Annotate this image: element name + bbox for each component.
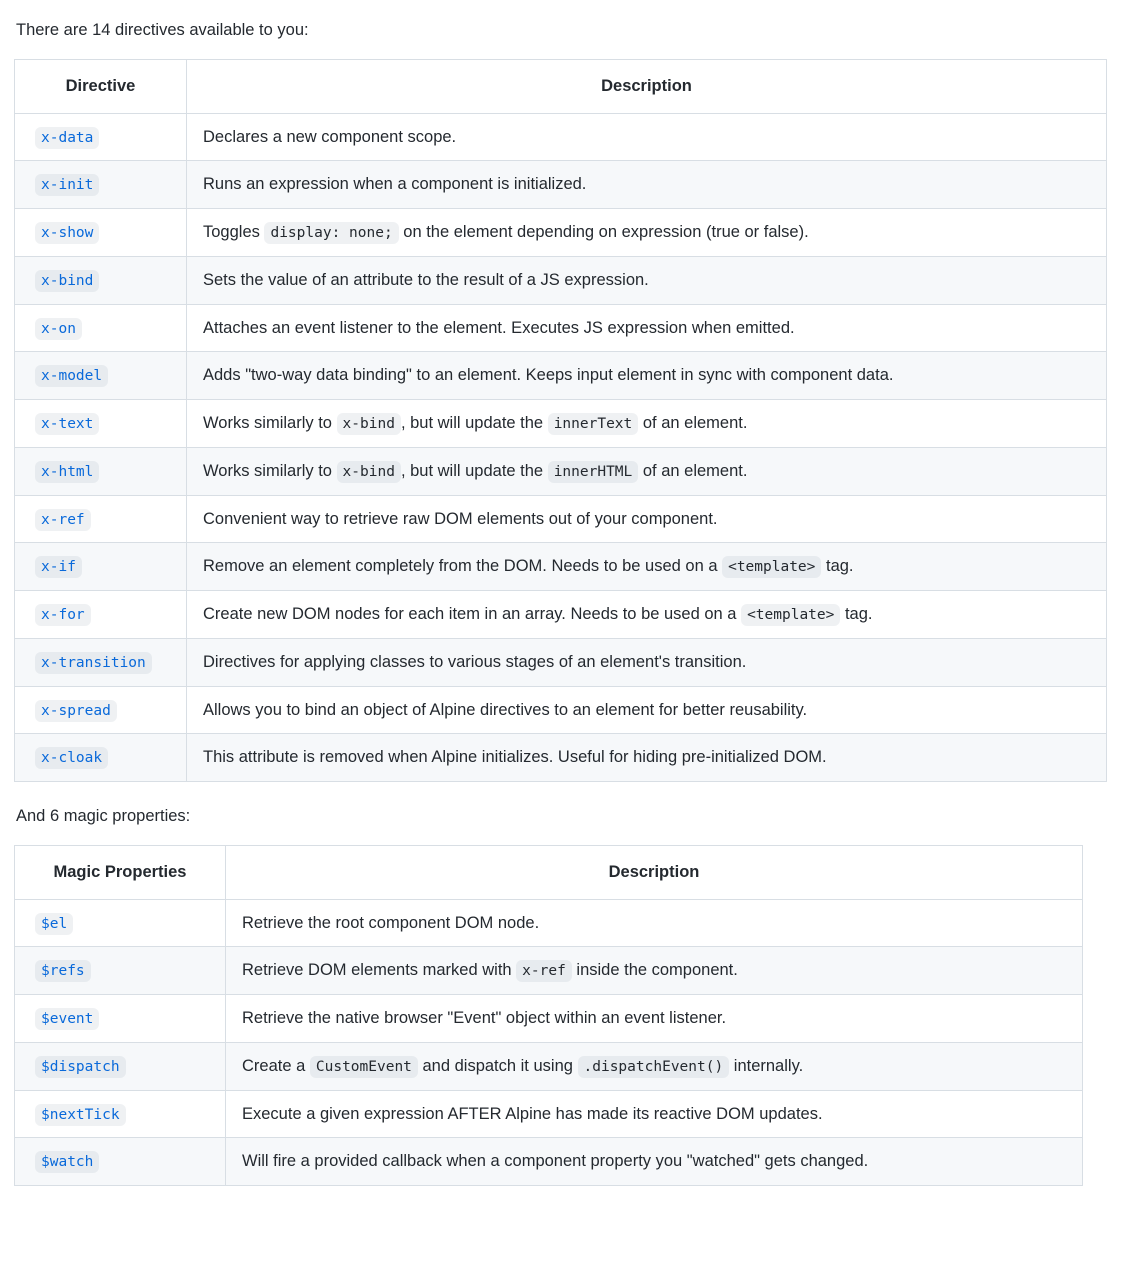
description-text: Adds "two-way data binding" to an element. Keeps input element in sync with component data.: [203, 366, 894, 385]
magic-property-link-el[interactable]: $el: [35, 913, 73, 935]
magic-property-link-dispatch[interactable]: $dispatch: [35, 1056, 126, 1078]
table-row: [15, 495, 1107, 543]
directive-name-cell: [15, 686, 187, 734]
directive-name-cell: [15, 447, 187, 495]
inline-code: innerText: [548, 413, 639, 435]
magic-intro-text: And 6 magic properties:: [16, 807, 191, 825]
magic-table-head: [15, 845, 1083, 899]
description-text: Sets the value of an attribute to the result of a JS expression.: [203, 270, 649, 289]
directive-link-x-transition[interactable]: x-transition: [35, 652, 152, 674]
description-text: Convenient way to retrieve raw DOM elements out of your component.: [203, 509, 718, 528]
magic-property-name-cell: [15, 1042, 226, 1090]
table-header-row: [15, 845, 1083, 899]
directive-name-cell: [15, 591, 187, 639]
column-header-description: Description: [226, 845, 1083, 899]
description-text: Retrieve the root component DOM node.: [242, 913, 540, 932]
magic-property-name-cell: [15, 1138, 226, 1186]
table-row: [15, 400, 1107, 448]
description-text: of an element.: [638, 461, 748, 480]
description-text: Retrieve the native browser "Event" object within an event listener.: [242, 1009, 727, 1027]
directive-name-cell: [15, 638, 187, 686]
table-row: [15, 995, 1083, 1043]
inline-code: x-ref: [516, 960, 572, 982]
table-row: [15, 209, 1107, 257]
magic-property-name-cell: [15, 947, 226, 995]
description-text: tag.: [840, 605, 873, 623]
inline-code: x-bind: [337, 413, 401, 435]
directive-link-x-model[interactable]: x-model: [35, 365, 108, 387]
description-cell: [187, 352, 1107, 400]
inline-code: <template>: [722, 556, 821, 578]
description-text: Declares a new component scope.: [203, 127, 457, 146]
directive-link-x-data[interactable]: x-data: [35, 127, 99, 149]
table-row: [15, 1138, 1083, 1186]
directive-link-x-on[interactable]: x-on: [35, 318, 82, 340]
directive-name-cell: [15, 543, 187, 591]
description-text: Will fire a provided callback when a component property you "watched" gets changed.: [242, 1152, 869, 1171]
magic-property-link-nexttick[interactable]: $nextTick: [35, 1104, 126, 1126]
inline-code: <template>: [741, 604, 840, 626]
description-cell: [187, 495, 1107, 543]
description-text: Create new DOM nodes for each item in an array. Needs to be used on a: [203, 605, 742, 623]
directive-name-cell: [15, 734, 187, 782]
table-row: [15, 447, 1107, 495]
directives-intro-text: There are 14 directives available to you:: [16, 21, 309, 39]
description-text: Works similarly to: [203, 461, 337, 480]
magic-property-name-cell: [15, 899, 226, 947]
magic-table-body: [15, 899, 1083, 1186]
table-row: [15, 352, 1107, 400]
inline-code: x-bind: [337, 461, 401, 483]
description-cell: [187, 161, 1107, 209]
directive-name-cell: [15, 495, 187, 543]
description-cell: [187, 447, 1107, 495]
table-row: [15, 113, 1107, 161]
directive-name-cell: [15, 304, 187, 352]
description-cell: [187, 256, 1107, 304]
magic-property-link-refs[interactable]: $refs: [35, 960, 91, 982]
column-header-directive: Directive: [15, 59, 187, 113]
description-text: Attaches an event listener to the element. Executes JS expression when emitted.: [203, 318, 795, 337]
directive-link-x-if[interactable]: x-if: [35, 556, 82, 578]
table-row: [15, 947, 1083, 995]
directive-link-x-for[interactable]: x-for: [35, 604, 91, 626]
description-cell: [226, 899, 1083, 947]
description-text: Works similarly to: [203, 414, 337, 432]
description-text: This attribute is removed when Alpine initializes. Useful for hiding pre-initialized DOM.: [203, 748, 827, 767]
magic-properties-table: [14, 845, 1083, 1186]
description-text: and dispatch it using: [417, 1056, 578, 1075]
description-text: Allows you to bind an object of Alpine directives to an element for better reusability.: [203, 700, 808, 719]
directive-name-cell: [15, 209, 187, 257]
directive-name-cell: [15, 256, 187, 304]
description-text: inside the component.: [571, 961, 738, 980]
directive-link-x-show[interactable]: x-show: [35, 222, 99, 244]
table-row: [15, 1042, 1083, 1090]
directive-name-cell: [15, 352, 187, 400]
directive-link-x-init[interactable]: x-init: [35, 174, 99, 196]
directives-table: [14, 59, 1107, 782]
description-cell: [187, 400, 1107, 448]
inline-code: display: none;: [264, 222, 398, 244]
table-row: [15, 591, 1107, 639]
column-header-magic-properties: Magic Properties: [15, 845, 226, 899]
directive-name-cell: [15, 161, 187, 209]
description-cell: [226, 1090, 1083, 1138]
directive-link-x-cloak[interactable]: x-cloak: [35, 747, 108, 769]
directive-link-x-bind[interactable]: x-bind: [35, 270, 99, 292]
directive-name-cell: [15, 400, 187, 448]
description-text: Runs an expression when a component is initialized.: [203, 175, 587, 194]
description-cell: [226, 1042, 1083, 1090]
directives-table-body: [15, 113, 1107, 782]
table-row: [15, 686, 1107, 734]
directive-name-cell: [15, 113, 187, 161]
magic-property-name-cell: [15, 995, 226, 1043]
table-row: [15, 638, 1107, 686]
description-text: on the element depending on expression (true or false).: [398, 223, 809, 241]
directive-link-x-html[interactable]: x-html: [35, 461, 99, 483]
directive-link-x-ref[interactable]: x-ref: [35, 509, 91, 531]
description-cell: [187, 591, 1107, 639]
table-row: [15, 1090, 1083, 1138]
table-row: [15, 256, 1107, 304]
description-text: , but will update the: [400, 414, 548, 432]
table-row: [15, 899, 1083, 947]
description-cell: [187, 113, 1107, 161]
inline-code: .dispatchEvent(): [578, 1056, 730, 1078]
description-cell: [187, 734, 1107, 782]
description-cell: [187, 304, 1107, 352]
table-header-row: [15, 59, 1107, 113]
directive-link-x-spread[interactable]: x-spread: [35, 700, 117, 722]
description-text: Toggles: [203, 223, 265, 241]
description-text: Create a: [242, 1056, 310, 1075]
description-cell: [226, 995, 1083, 1043]
description-cell: [226, 947, 1083, 995]
description-text: of an element.: [638, 414, 748, 432]
magic-property-link-event[interactable]: $event: [35, 1008, 99, 1030]
magic-property-name-cell: [15, 1090, 226, 1138]
description-cell: [187, 209, 1107, 257]
description-cell: [187, 543, 1107, 591]
description-text: Execute a given expression AFTER Alpine has made its reactive DOM updates.: [242, 1104, 823, 1123]
table-row: [15, 543, 1107, 591]
directives-table-head: [15, 59, 1107, 113]
description-cell: [187, 686, 1107, 734]
description-text: Remove an element completely from the DOM. Needs to be used on a: [203, 557, 723, 576]
description-text: tag.: [821, 557, 854, 576]
description-cell: [187, 638, 1107, 686]
description-text: Directives for applying classes to various stages of an element's transition.: [203, 652, 747, 671]
description-text: internally.: [729, 1056, 804, 1075]
description-text: Retrieve DOM elements marked with: [242, 961, 517, 980]
column-header-description: Description: [187, 59, 1107, 113]
description-cell: [226, 1138, 1083, 1186]
directive-link-x-text[interactable]: x-text: [35, 413, 99, 435]
description-text: , but will update the: [400, 461, 548, 480]
table-row: [15, 734, 1107, 782]
inline-code: innerHTML: [548, 461, 639, 483]
table-row: [15, 304, 1107, 352]
inline-code: CustomEvent: [310, 1056, 418, 1078]
table-row: [15, 161, 1107, 209]
magic-property-link-watch[interactable]: $watch: [35, 1151, 99, 1173]
